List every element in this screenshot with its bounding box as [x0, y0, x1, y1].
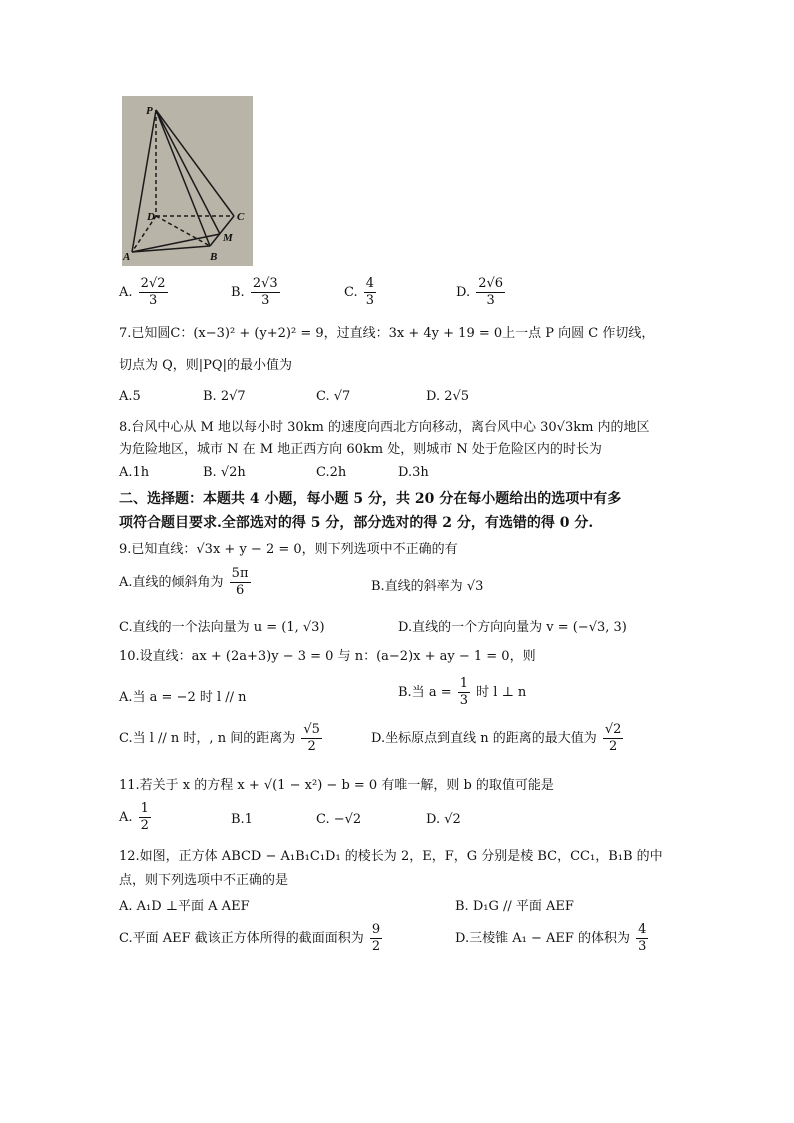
q10-option-d[interactable]: D.坐标原点到直线 n 的距离的最大值为 $\frac{√2}{2}$	[371, 722, 622, 754]
label-C: C	[237, 211, 245, 223]
q9-option-d[interactable]: D.直线的一个方向向量为 v = (−√3, 3)	[398, 620, 627, 635]
q7-option-a[interactable]: A.5	[119, 389, 141, 404]
q12-option-d[interactable]: D.三棱锥 A₁ − AEF 的体积为 $\frac{4}{3}$	[455, 922, 647, 954]
fraction: $\frac{√2}{2}$	[604, 722, 622, 754]
q10-option-a[interactable]: A.当 a = −2 时 l // n	[119, 690, 247, 705]
label-M: M	[223, 232, 233, 244]
q7-stem-line1: 7.已知圆C：(x−3)² + (y+2)² = 9，过直线：3x + 4y + 19 = 0上一点 P 向圆 C 作切线，	[119, 326, 655, 341]
label-P: P	[146, 105, 153, 117]
fraction: $\frac{1}{3}$	[459, 676, 469, 708]
fraction: $\frac{5\pi}{6}$	[231, 566, 249, 598]
fraction: $\frac{9}{2}$	[371, 922, 381, 954]
q9-option-b[interactable]: B.直线的斜率为 √3	[371, 579, 484, 594]
label-A: A	[123, 251, 131, 263]
q6-option-b[interactable]: B. $\frac{2√3}{3}$	[231, 276, 278, 308]
label-D: D	[147, 211, 155, 223]
fraction: $\frac{1}{2}$	[140, 801, 149, 833]
label-B: B	[210, 251, 218, 263]
q6-option-a[interactable]: A. $\frac{2√2}{3}$	[119, 276, 166, 308]
q8-option-a[interactable]: A.1h	[119, 465, 150, 480]
q9-option-a[interactable]: A.直线的倾斜角为 $\frac{5\pi}{6}$	[119, 566, 249, 598]
q10-option-c[interactable]: C.当 l // n 时，, n 间的距离为 $\frac{√5}{2}$	[119, 722, 320, 754]
q8-stem-line2: 为危险地区，城市 N 在 M 地正西方向 60km 处，则城市 N 处于危险区内的时长为	[119, 442, 602, 457]
q12-stem-line1: 12.如图，正方体 ABCD − A₁B₁C₁D₁ 的棱长为 2，E，F，G 分别是棱 BC，CC₁，B₁B 的中	[119, 849, 663, 864]
q12-option-b[interactable]: B. D₁G // 平面 AEF	[455, 899, 574, 914]
q7-option-b[interactable]: B. 2√7	[203, 389, 246, 404]
q12-option-c[interactable]: C.平面 AEF 截该正方体所得的截面面积为 $\frac{9}{2}$	[119, 922, 381, 954]
q6-option-c[interactable]: C. $\frac{4}{3}$	[344, 276, 375, 308]
q7-option-c[interactable]: C. √7	[316, 389, 351, 404]
q12-option-a[interactable]: A. A₁D ⊥平面 A AEF	[119, 899, 250, 914]
fraction: $\frac{√5}{2}$	[303, 722, 320, 754]
q11-option-d[interactable]: D. √2	[426, 812, 461, 827]
q6-option-d[interactable]: D. $\frac{2√6}{3}$	[456, 276, 504, 308]
pyramid-diagram	[122, 96, 253, 266]
pyramid-figure	[122, 96, 253, 266]
q8-stem-line1: 8.台风中心从 M 地以每小时 30km 的速度向西北方向移动，离台风中心 30√3km 内的地区	[119, 420, 650, 435]
fraction: $\frac{4}{3}$	[365, 276, 375, 308]
section-heading-line1: 二、选择题：本题共 4 小题，每小题 5 分，共 20 分在每小题给出的选项中有多	[119, 491, 622, 507]
q9-stem: 9.已知直线：√3x + y − 2 = 0，则下列选项中不正确的有	[119, 542, 458, 557]
fraction: $\frac{2√3}{3}$	[252, 276, 278, 308]
q11-option-c[interactable]: C. −√2	[316, 812, 362, 827]
section-heading-line2: 项符合题目要求.全部选对的得 5 分，部分选对的得 2 分，有选错的得 0 分.	[119, 515, 594, 531]
q7-stem-line2: 切点为 Q，则|PQ|的最小值为	[119, 358, 292, 373]
q10-option-b[interactable]: B.当 a = $\frac{1}{3}$ 时 l ⊥ n	[398, 676, 527, 708]
fraction: $\frac{2√6}{3}$	[478, 276, 504, 308]
q9-option-c[interactable]: C.直线的一个法向量为 u = (1, √3)	[119, 620, 325, 635]
q11-stem: 11.若关于 x 的方程 x + √(1 − x²) − b = 0 有唯一解，则 b 的取值可能是	[119, 778, 554, 793]
q8-option-b[interactable]: B. √2h	[203, 465, 246, 480]
q11-option-b[interactable]: B.1	[231, 812, 253, 827]
fraction: $\frac{2√2}{3}$	[140, 276, 166, 308]
q8-option-c[interactable]: C.2h	[316, 465, 347, 480]
q7-option-d[interactable]: D. 2√5	[426, 389, 470, 404]
q12-stem-line2: 点，则下列选项中不正确的是	[119, 873, 289, 888]
fraction: $\frac{4}{3}$	[638, 922, 647, 954]
q8-option-d[interactable]: D.3h	[398, 465, 429, 480]
q11-option-a[interactable]: A. $\frac{1}{2}$	[119, 801, 149, 833]
q10-stem: 10.设直线：ax + (2a+3)y − 3 = 0 与 n：(a−2)x + ay − 1 = 0，则	[119, 649, 536, 664]
